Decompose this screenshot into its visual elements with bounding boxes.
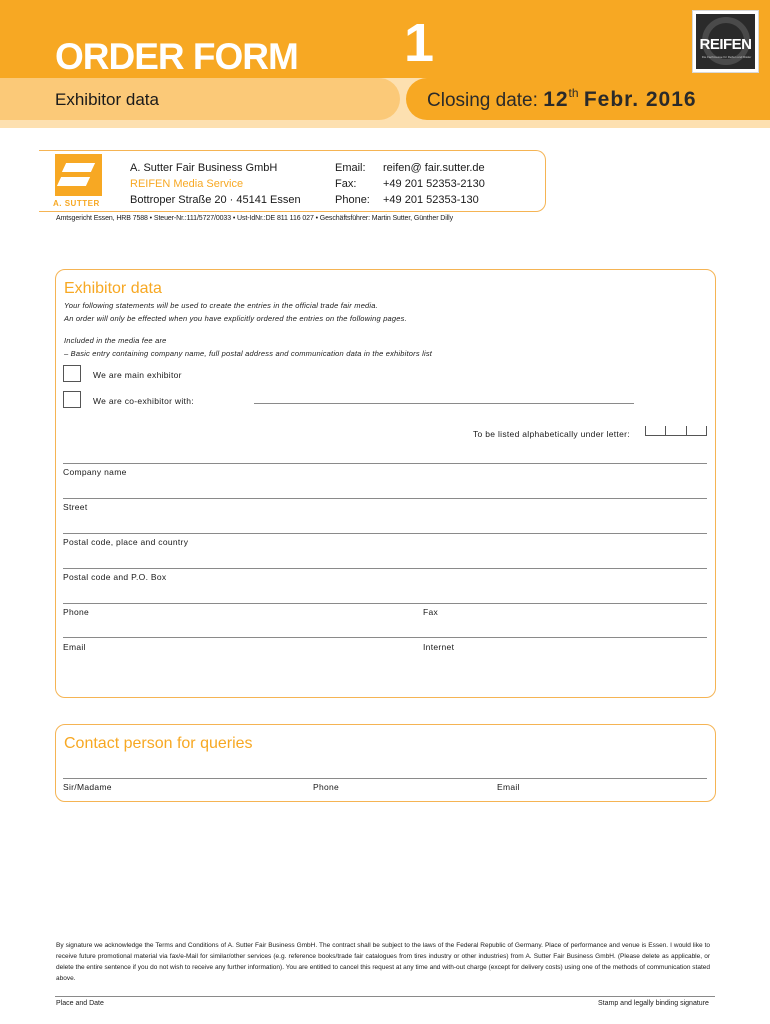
phone-label: Phone: xyxy=(335,194,370,206)
reifen-logo-tagline: Die Fachmesse für Reifen und Räder xyxy=(701,55,752,59)
email-label: Email: xyxy=(335,162,366,174)
fax-label: Fax xyxy=(423,607,439,617)
co-exhibitor-label: We are co-exhibitor with: xyxy=(93,396,194,406)
street-label: Street xyxy=(63,502,88,512)
main-exhibitor-label: We are main exhibitor xyxy=(93,370,182,380)
subtitle-tab xyxy=(0,78,400,120)
page-number: 1 xyxy=(404,13,435,73)
closing-date-suffix: th xyxy=(568,86,579,100)
contact-section-title: Contact person for queries xyxy=(64,735,253,752)
sir-madame-label: Sir/Madame xyxy=(63,782,112,792)
alphabetical-letter-input[interactable] xyxy=(645,426,707,436)
email-label: Email xyxy=(63,642,86,652)
sutter-logo xyxy=(55,154,102,196)
place-date-label: Place and Date xyxy=(56,1000,104,1007)
street-field[interactable] xyxy=(63,498,707,499)
phone-label: Phone xyxy=(63,607,90,617)
closing-date-rest: Febr. 2016 xyxy=(583,88,697,111)
postal-code-label: Postal code, place and country xyxy=(63,537,189,547)
company-name: A. Sutter Fair Business GmbH xyxy=(130,162,278,174)
postal-code-field[interactable] xyxy=(63,533,707,534)
contact-values xyxy=(383,160,485,208)
alphabetical-letter-label: To be listed alphabetically under letter: xyxy=(473,429,630,439)
contact-person-field[interactable] xyxy=(63,778,707,779)
contact-email-label: Email xyxy=(497,782,520,792)
closing-date-label: Closing date: xyxy=(427,90,538,111)
co-exhibitor-input[interactable] xyxy=(254,403,634,404)
internet-label: Internet xyxy=(423,642,455,652)
contact-phone-label: Phone xyxy=(313,782,340,792)
page-title: ORDER FORM xyxy=(55,36,298,77)
main-exhibitor-checkbox[interactable] xyxy=(63,365,81,382)
exhibitor-section-title: Exhibitor data xyxy=(64,280,162,297)
phone-fax-field[interactable] xyxy=(63,603,707,604)
po-box-field[interactable] xyxy=(63,568,707,569)
exhibitor-note-4: – Basic entry containing company name, full postal address and communication data in the exhibitors list xyxy=(64,349,433,358)
company-name-label: Company name xyxy=(63,467,127,477)
po-box-label: Postal code and P.O. Box xyxy=(63,572,167,582)
company-division: REIFEN Media Service xyxy=(130,178,244,190)
closing-date xyxy=(427,86,697,112)
subtitle: Exhibitor data xyxy=(55,90,159,109)
stamp-signature-label: Stamp and legally binding signature xyxy=(598,1000,709,1007)
company-street: Bottroper Straße 20 · 45141 Essen xyxy=(130,194,301,206)
reifen-logo-text: REIFEN xyxy=(699,36,752,53)
company-address xyxy=(130,160,301,208)
fax-label: Fax: xyxy=(335,178,357,190)
contact-labels xyxy=(335,160,370,208)
co-exhibitor-checkbox[interactable] xyxy=(63,391,81,408)
reifen-logo xyxy=(692,10,759,73)
exhibitor-note-3: Included in the media fee are xyxy=(64,336,167,345)
legal-info: Amtsgericht Essen, HRB 7588 • Steuer-Nr.:111/5727/0033 • Ust-IdNr.:DE 811 116 027 • Geschäftsführer: Martin Sutter, Günther Dilly xyxy=(56,215,454,222)
company-phone: +49 201 52353-130 xyxy=(383,194,479,206)
company-fax: +49 201 52353-2130 xyxy=(383,178,485,190)
terms-and-conditions: By signature we acknowledge the Terms and Conditions of A. Sutter Fair Business GmbH. The contract shall be subject to the laws of the Federal Republic of Germany. Place of performance and venue is Essen. I would like to receive future promotional material via fax/e-Mail for similar/other services (e.g. reference books/trade fair catalogues from tires industry or other industries) from A. Sutter Fair Business GmbH. (Please delete as applicable, or delete the entire sentence if you do not wish to receive any further information). You are entitled to cancel this request at any time and with-out charge (except for delivery costs) using one of the methods of communication stated above. xyxy=(56,942,710,982)
company-name-field[interactable] xyxy=(63,463,707,464)
company-email[interactable]: reifen@ fair.sutter.de xyxy=(383,162,485,174)
signature-line[interactable] xyxy=(55,996,715,997)
closing-date-day: 12 xyxy=(543,88,569,111)
sutter-logo-text: A. SUTTER xyxy=(53,199,100,208)
exhibitor-note-1: Your following statements will be used to create the entries in the official trade fair media. xyxy=(64,301,378,310)
email-internet-field[interactable] xyxy=(63,637,707,638)
exhibitor-note-2: An order will only be effected when you have explicitly ordered the entries on the following pages. xyxy=(64,314,407,323)
